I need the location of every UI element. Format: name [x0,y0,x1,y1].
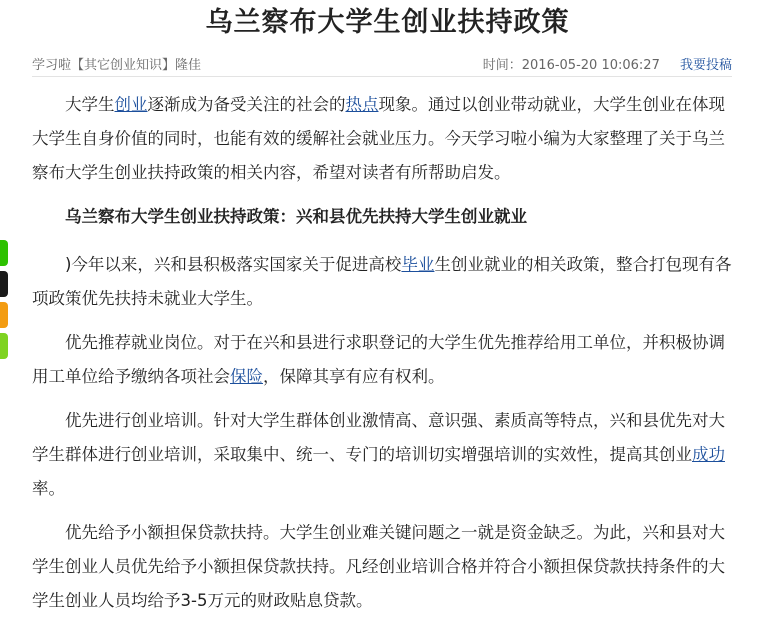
keyword-link-insurance[interactable]: 保险 [230,367,263,386]
text: )今年以来，兴和县积极落实国家关于促进高校 [65,255,402,274]
keyword-link-graduate[interactable]: 毕业 [401,255,435,274]
text: 现象。通过以创业带动就业，大学生创业在体现大学生自身价值的同时，也能有效的缓解社会就业压力。今天学习啦小编为大家整理了关于乌兰察布大学生创业扶持政策的相关内容，希望对读者有所帮助启发。 [32,95,725,182]
weibo-icon[interactable] [0,302,8,328]
wechat-icon[interactable] [0,240,8,266]
paragraph-4 [32,404,740,506]
text: 生创业就业的相关政策，整合打包现有各项政策优先扶持未就业大学生。 [32,255,732,308]
keyword-link-success[interactable]: 成功 [692,445,725,464]
paragraph-2 [32,248,740,316]
text: 逐渐成为备受关注的社会的 [147,95,346,114]
keyword-link-hotspot[interactable]: 热点 [345,95,379,114]
article-body [32,88,740,628]
qq-icon[interactable] [0,271,8,297]
text: 大学生 [65,95,115,114]
contribute-link[interactable]: 我要投稿 [679,58,732,73]
publish-time: 时间：2016-05-20 10:06:27 [482,58,660,73]
keyword-link-startup[interactable]: 创业 [114,95,148,114]
article-source: 学习啦【其它创业知识】隆佳 [32,58,202,73]
paragraph-5: 优先给予小额担保贷款扶持。大学生创业难关键问题之一就是资金缺乏。为此，兴和县对大学生创业人员优先给予小额担保贷款扶持。凡经创业培训合格并符合小额担保贷款扶持条件的大学生创业人员均给予3-5万元的财政贴息贷款。 [32,523,725,610]
text: 率。 [32,479,65,498]
share-more-icon[interactable] [0,333,8,359]
share-bar [0,240,8,364]
text: 优先进行创业培训。针对大学生群体创业激情高、意识强、素质高等特点，兴和县优先对大学生群体进行创业培训，采取集中、统一、专门的培训切实增强培训的实效性，提高其创业 [32,411,725,464]
paragraph-intro [32,88,740,190]
text: ，保障其享有应有权利。 [263,367,445,386]
section-subtitle: 乌兰察布大学生创业扶持政策：兴和县优先扶持大学生创业就业 [65,207,527,226]
paragraph-3 [32,326,740,394]
meta-right [483,54,732,73]
article-title: 乌兰察布大学生创业扶持政策 [205,7,570,38]
article-meta [32,52,732,77]
text: 优先推荐就业岗位。对于在兴和县进行求职登记的大学生优先推荐给用工单位，并积极协调用工单位给予缴纳各项社会 [32,333,725,386]
